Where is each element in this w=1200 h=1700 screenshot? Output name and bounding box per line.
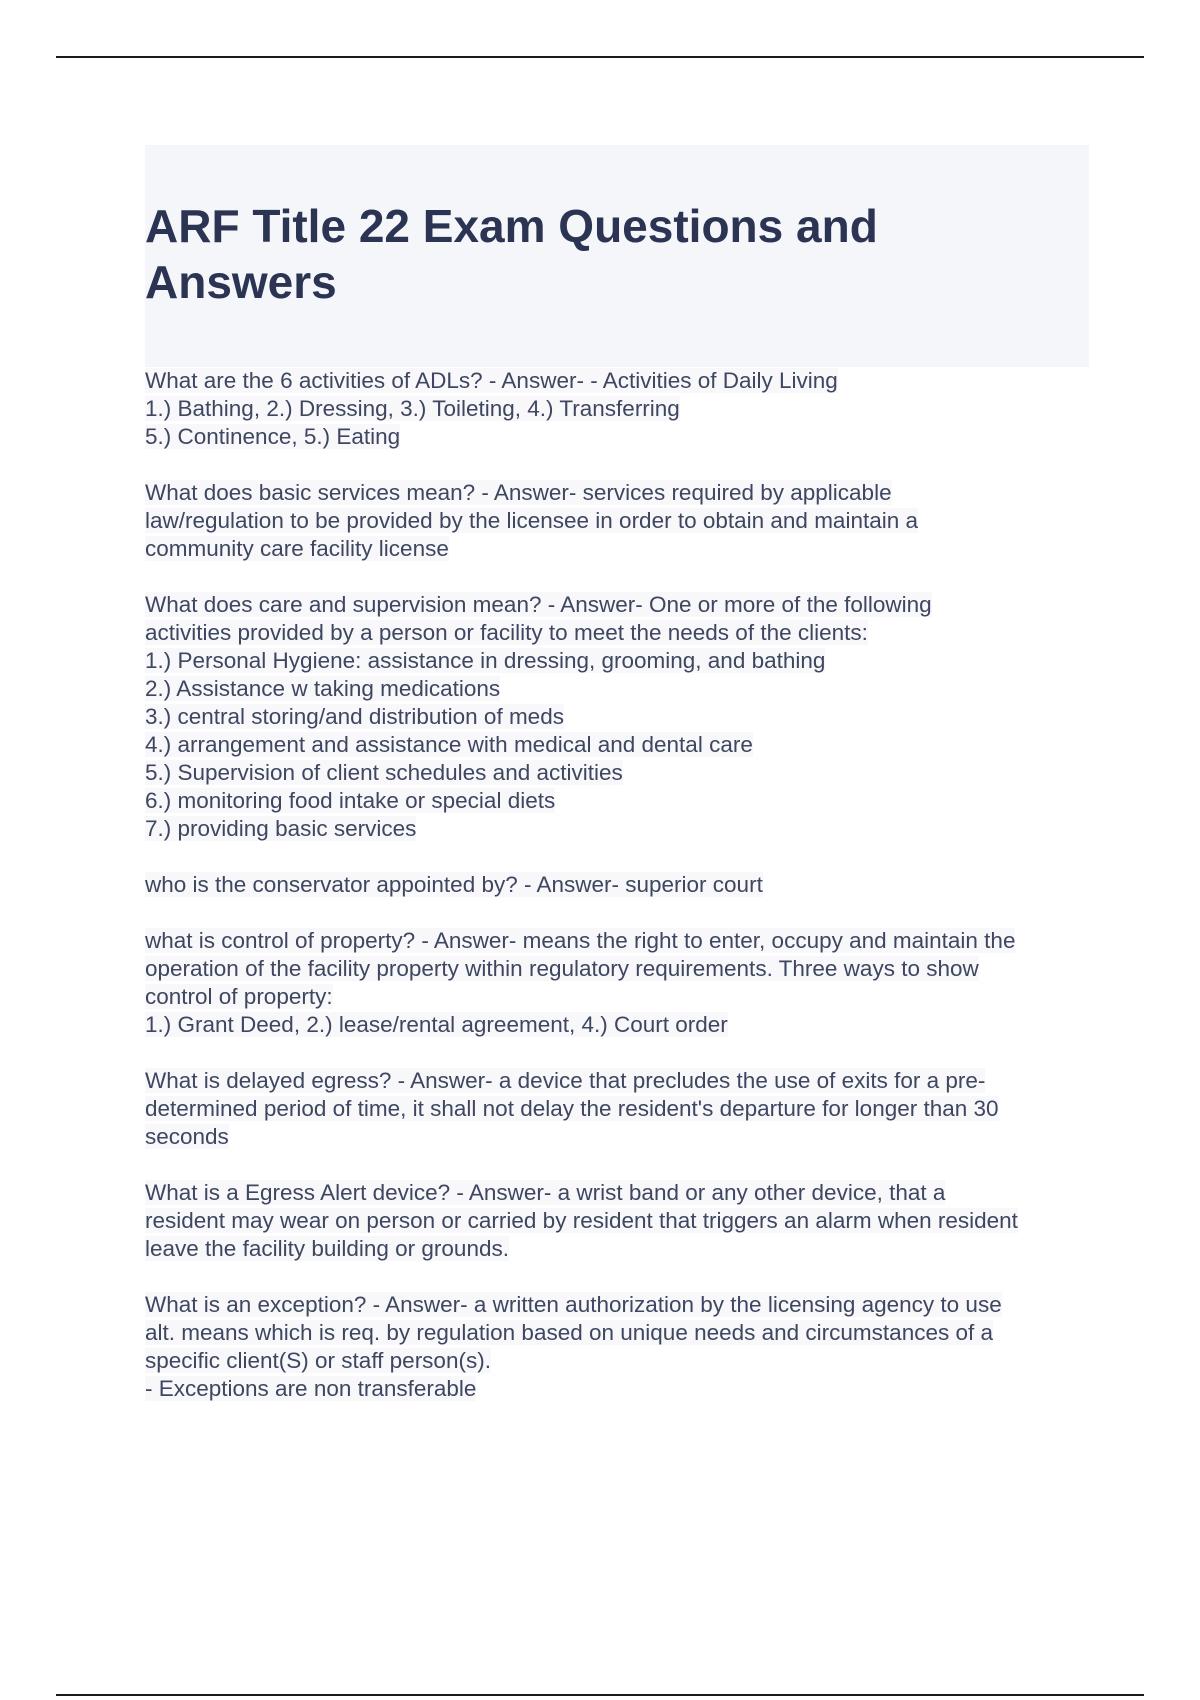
qa-line-text: What are the 6 activities of ADLs? - Answer- - Activities of Daily Living — [145, 368, 838, 393]
qa-line-text: 7.) providing basic services — [145, 816, 417, 841]
qa-line-text: who is the conservator appointed by? - Answer- superior court — [145, 872, 763, 897]
title-line-1: ARF Title 22 Exam Questions and — [145, 200, 878, 252]
qa-line-text: What is a Egress Alert device? - Answer- a wrist band or any other device, that a — [145, 1180, 946, 1205]
qa-line — [145, 983, 1089, 1011]
qa-line — [145, 395, 1089, 423]
qa-line-text: law/regulation to be provided by the licensee in order to obtain and maintain a — [145, 508, 918, 533]
qa-line-text: determined period of time, it shall not delay the resident's departure for longer than 30 — [145, 1096, 999, 1121]
qa-line-text: 2.) Assistance w taking medications — [145, 676, 501, 701]
qa-line — [145, 507, 1089, 535]
qa-item — [145, 591, 1089, 843]
qa-line-text: activities provided by a person or facility to meet the needs of the clients: — [145, 620, 868, 645]
qa-line-text: what is control of property? - Answer- means the right to enter, occupy and maintain the — [145, 928, 1016, 953]
qa-line — [145, 703, 1089, 731]
qa-line — [145, 731, 1089, 759]
qa-line — [145, 1067, 1089, 1095]
qa-line — [145, 367, 1089, 395]
qa-line — [145, 1011, 1089, 1039]
qa-item — [145, 927, 1089, 1039]
qa-line — [145, 927, 1089, 955]
qa-line-text: 5.) Continence, 5.) Eating — [145, 424, 401, 449]
qa-line — [145, 787, 1089, 815]
qa-line — [145, 1179, 1089, 1207]
qa-line — [145, 535, 1089, 563]
qa-line — [145, 591, 1089, 619]
qa-line — [145, 759, 1089, 787]
qa-line-text: control of property: — [145, 984, 333, 1009]
qa-line — [145, 619, 1089, 647]
qa-line — [145, 871, 1089, 899]
qa-line-text: community care facility license — [145, 536, 449, 561]
qa-line — [145, 815, 1089, 843]
qa-line-text: What does basic services mean? - Answer- services required by applicable — [145, 480, 892, 505]
qa-line — [145, 1319, 1089, 1347]
qa-line-text: 1.) Grant Deed, 2.) lease/rental agreement, 4.) Court order — [145, 1012, 728, 1037]
qa-line — [145, 1347, 1089, 1375]
qa-line — [145, 647, 1089, 675]
qa-line-text: seconds — [145, 1124, 229, 1149]
top-rule — [56, 56, 1144, 58]
qa-line-text: 3.) central storing/and distribution of meds — [145, 704, 564, 729]
qa-line — [145, 479, 1089, 507]
qa-item — [145, 1067, 1089, 1151]
qa-item — [145, 1179, 1089, 1263]
qa-line-text: resident may wear on person or carried by resident that triggers an alarm when resident — [145, 1208, 1018, 1233]
qa-line-text: 6.) monitoring food intake or special diets — [145, 788, 556, 813]
qa-item — [145, 367, 1089, 451]
qa-item — [145, 479, 1089, 563]
qa-line-text: 1.) Bathing, 2.) Dressing, 3.) Toileting, 4.) Transferring — [145, 396, 680, 421]
qa-item — [145, 871, 1089, 899]
qa-line — [145, 1375, 1089, 1403]
qa-line-text: specific client(S) or staff person(s). — [145, 1348, 491, 1373]
qa-line — [145, 423, 1089, 451]
bottom-rule — [56, 1694, 1144, 1696]
qa-line — [145, 1207, 1089, 1235]
qa-line-text: alt. means which is req. by regulation based on unique needs and circumstances of a — [145, 1320, 994, 1345]
qa-line — [145, 1291, 1089, 1319]
page-title — [145, 198, 1045, 310]
qa-item — [145, 1291, 1089, 1403]
title-line-2: Answers — [145, 256, 337, 308]
qa-line-text: 1.) Personal Hygiene: assistance in dressing, grooming, and bathing — [145, 648, 826, 673]
qa-line-text: 5.) Supervision of client schedules and activities — [145, 760, 623, 785]
qa-line-text: What is delayed egress? - Answer- a device that precludes the use of exits for a pre- — [145, 1068, 986, 1093]
qa-line — [145, 955, 1089, 983]
qa-line-text: leave the facility building or grounds. — [145, 1236, 509, 1261]
qa-line — [145, 1095, 1089, 1123]
qa-line — [145, 1123, 1089, 1151]
qa-line-text: What is an exception? - Answer- a written authorization by the licensing agency to use — [145, 1292, 1002, 1317]
qa-line-text: operation of the facility property within regulatory requirements. Three ways to show — [145, 956, 979, 981]
qa-line-text: 4.) arrangement and assistance with medical and dental care — [145, 732, 753, 757]
qa-list — [145, 367, 1089, 1431]
qa-line — [145, 675, 1089, 703]
qa-line-text: What does care and supervision mean? - Answer- One or more of the following — [145, 592, 932, 617]
qa-line — [145, 1235, 1089, 1263]
qa-line-text: - Exceptions are non transferable — [145, 1376, 477, 1401]
